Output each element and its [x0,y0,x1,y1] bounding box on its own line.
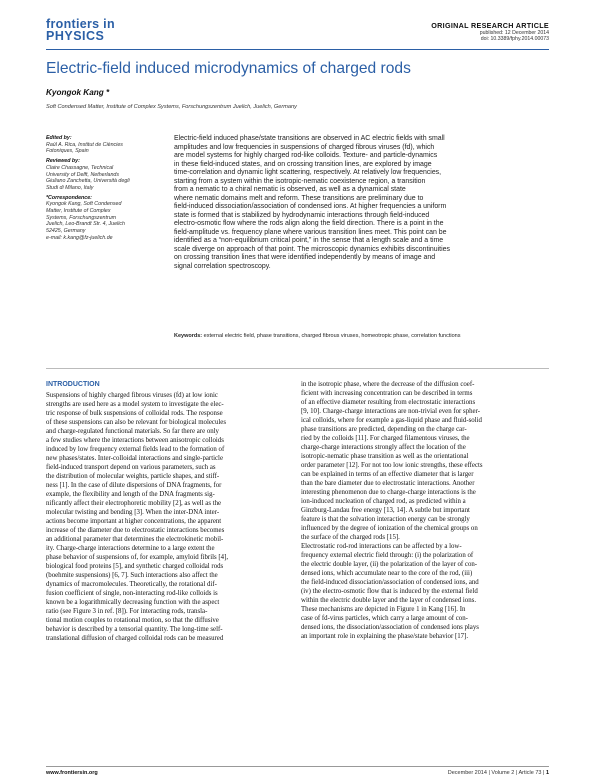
article-title: Electric-field induced microdynamics of charged rods [46,60,411,77]
left-column [46,380,297,643]
body-line: Suspensions of highly charged fibrous viruses (fd) at low ionic [46,392,218,399]
correspondence-label: *Correspondence: [46,194,92,201]
abstract-line: scale diverge on approach of that point. The microscopic dynamics exhibits discontinuities [174,245,450,253]
reviewed-by-line: Claire Chassagne, Technical [46,164,114,171]
footer-website[interactable]: www.frontiersin.org [46,770,98,776]
body-line: fusion coefficient of single, non-interacting rod-like colloids is [46,590,218,597]
body-line: ion-induced nucleation of charged rod, as predicted within a [301,498,466,505]
body-line: [9, 10]. Charge-charge interactions are non-trivial even for spher- [301,408,480,415]
body-line: biological food proteins [5], and synthetic charged colloidal rods [46,563,224,570]
body-line: charge-charge interactions strongly affect the location of the [301,444,466,451]
reviewed-by-line: Giuliano Zanchetta, Università degli [46,178,130,185]
body-line: feature is that the solvation interaction energy can be strongly [301,516,470,523]
body-line: increase of the diameter due to electrostatic interactions becomes [46,527,225,534]
body-line: of these suspensions can also be relevant for biological molecules [46,419,226,426]
article-type: ORIGINAL RESEARCH ARTICLE [431,21,549,30]
reviewed-by-line: Studi di Milano, Italy [46,184,94,191]
body-line: within the electric double layer and the layer of condensed ions. [301,597,477,604]
body-line: ried by the colloids [11]. For charged filamentous viruses, the [301,435,470,442]
body-line: translational diffusion of charged colloidal rods can be measured [46,635,224,642]
reviewed-by-line: University of Delft, Netherlands [46,171,120,178]
body-line: than the bare diameter due to electrostatic interactions. Another [301,480,475,487]
body-line: interesting phenomenon due to charge-charge interactions is the [301,489,476,496]
body-line: ficient with increasing concentration can be described in terms [301,390,473,397]
correspondence-line: Matter, Institute of Complex [46,208,111,215]
body-line: phase transitions are predicted, depending on the charge car- [301,426,467,433]
abstract-line: state is formed that is stabilized by hydrodynamic interactions through field-induced [174,211,430,219]
body-line: a few studies where the interactions between anisotropic colloids [46,437,224,444]
body-line: phase behavior of suspensions of, for example, amyloid fibrils [4], [46,554,229,561]
keywords-text: external electric field, phase transitions, charged fibrous viruses, homeotropic phase, correlation functions [203,333,461,339]
body-line: the distribution of molecular weights, particle shapes, and stiff- [46,473,220,480]
correspondence-line: Juelich, Leo-Brandt Str. 4, Juelich [46,221,126,228]
article-meta [431,21,549,43]
abstract [174,135,550,271]
body-line: tional motion couples to rotational motion, so that the diffusive [46,617,219,624]
body-line: example, the flexibility and length of the DNA fragments sig- [46,491,215,498]
body-line: field-induced transport depend on various parameters, such as [46,464,216,471]
logo-line2: PHYSICS [46,29,105,43]
correspondence-line: 52425, Germany [46,228,86,235]
edited-by-block [46,135,166,155]
edited-by-line: Fotoniques, Spain [46,148,89,155]
right-column [301,380,552,641]
abstract-line: on crossing transition lines that were identified independently by means of image and [174,254,436,261]
body-line: an important role in explaining the phase/state behavior [17]. [301,633,469,640]
keywords-label: Keywords: [174,333,203,339]
body-line: (boehmite suspensions) [6, 7]. Such interactions also affect the [46,572,218,579]
journal-logo [46,18,116,46]
header-divider [46,49,549,50]
body-line: nificantly affect their electrophoretic mobility [2], as well as the [46,500,222,507]
body-line: an additional parameter that determines the electrokinetic mobil- [46,536,224,543]
reviewed-by-block [46,158,166,192]
footer-issue [448,770,549,776]
body-line: strengths are used here as a model system to investigate the elec- [46,401,224,408]
body-line: actions become important at higher concentrations, the apparent [46,518,222,525]
body-line: in the isotropic phase, where the decrease of the diffusion coef- [301,381,475,388]
author: Kyongok Kang * [46,88,110,97]
logo-line1: frontiers in [46,17,115,31]
correspondence-line: Systems, Forschungszentrum [46,214,117,221]
abstract-line: field-amplitude vs. frequency plane where various transition lines meet. This point can be [174,228,447,236]
abstract-line: time-correlation and dynamic light scattering, respectively. At relatively low frequencies, [174,169,442,176]
abstract-line: electro-osmotic flow where the rods align along the field direction. There is a point in the [174,220,444,227]
abstract-line: where nematic domains melt and reform. These transitions are preliminary due to [174,194,424,202]
body-line: behavior is described by a tensorial quantity. The long-time self- [46,626,223,633]
body-line: Ginzburg-Landau free energy [13, 14]. A subtle but important [301,507,470,514]
body-line: induced by low frequency external fields lead to the formation of [46,446,225,453]
reviewed-by-label: Reviewed by: [46,158,80,165]
footer-divider [46,766,549,767]
abstract-line: in these field-induced states, and on crossing transition lines, are explored by image [174,160,432,168]
section-divider [46,368,549,369]
body-line: ity. Charge-charge interactions determine to a large extent the [46,545,215,552]
published-date: published: 12 December 2014 [479,30,549,36]
abstract-line: signal correlation spectroscopy. [174,262,271,270]
body-line: can be explained in terms of an effective diameter that is larger [301,471,474,478]
body-line: of an effective diameter resulting from electrostatic interactions [301,399,476,406]
abstract-line: identified as a “non-equilibrium critical point,” in the sense that a length scale and a time [174,237,444,244]
correspondence-email[interactable]: e-mail: k.kang@fz-juelich.de [46,234,113,241]
abstract-line: amplitudes and low frequencies in suspensions of charged fibrous viruses (fd), which [174,143,435,151]
keywords [174,333,550,340]
body-line: known be a logarithmically decreasing function with the aspect [46,599,220,606]
body-line: (iv) the electro-osmotic flow that is induced by the external field [301,588,478,595]
footer-issue-text: December 2014 | Volume 2 | Article 73 | [447,770,545,776]
left-column-text [46,391,297,643]
body-line: ratio (see Figure 3 in ref. [8]). For interacting rods, transla- [46,608,208,615]
body-line: densed ions, which accumulate near to the core of the rod, (iii) [301,570,473,577]
correspondence-line: Kyongok Kang, Soft Condensed [46,201,122,208]
body-line: the surface of the charged rods [15]. [301,534,400,541]
body-line: Electrostatic rod-rod interactions can be affected by a low- [301,543,462,550]
abstract-line: Electric-field induced phase/state transitions are observed in AC electric fields with small [174,135,445,142]
body-line: tric response of bulk suspensions of colloidal rods. The response [46,410,223,417]
intro-heading: INTRODUCTION [46,381,100,388]
body-line: densed ions, the dissociation/association of condensed ions plays [301,624,479,631]
abstract-line: from a nematic to a chiral nematic is observed, as well as a dynamical state [174,186,406,193]
correspondence-block [46,195,166,242]
affiliation: Soft Condensed Matter, Institute of Complex Systems, Forschungszentrum Juelich, Juelich, Germany [46,104,297,110]
body-line: the field-induced dissociation/association of condensed ions, and [301,579,479,586]
abstract-line: starting from a system within the isotropic-nematic coexistence region, a transition [174,177,426,185]
body-line: frequency external electric field through: (i) the polarization of [301,552,474,559]
body-line: the electric double layer, (ii) the polarization of the layer of con- [301,561,478,568]
abstract-line: field-induced dissociation/association of condensed ions. At higher frequencies a uniform [174,203,447,210]
body-line: molecular twisting and bending [3]. When the inter-DNA inter- [46,509,220,516]
doi: doi: 10.3389/fphy.2014.00073 [480,36,549,43]
body-line: case of fd-virus particles, which carry a large amount of con- [301,615,468,622]
body-line: These mechanisms are depicted in Figure 1 in Kang [16]. In [301,606,466,613]
edited-by-line: Raúl A. Rica, Institut de Ciències [46,141,123,148]
sidebar [46,135,166,245]
body-line: isotropic-nematic phase transition as well as the orientational [301,453,469,460]
body-line: influenced by the degree of ionization of the chemical groups on [301,525,478,532]
body-line: ness [1]. In the case of dilute dispersions of DNA fragments, for [46,482,222,489]
body-line: ical colloids, where for example a gas-liquid phase and fluid-solid [301,417,482,424]
page-number: 1 [545,770,549,776]
body-line: new phases/states. Inter-colloidal interactions and single-particle [46,455,223,462]
abstract-line: are model systems for highly charged rod-like colloids. Texture- and particle-dynamics [174,152,438,159]
edited-by-label: Edited by: [46,135,72,141]
body-line: dynamics of macromolecules. Theoretically, the rotational dif- [46,581,217,588]
body-line: order parameter [12]. For not too low ionic strengths, these effects [301,462,483,469]
body-line: and charge-regulated functional materials. So far there are only [46,428,219,435]
